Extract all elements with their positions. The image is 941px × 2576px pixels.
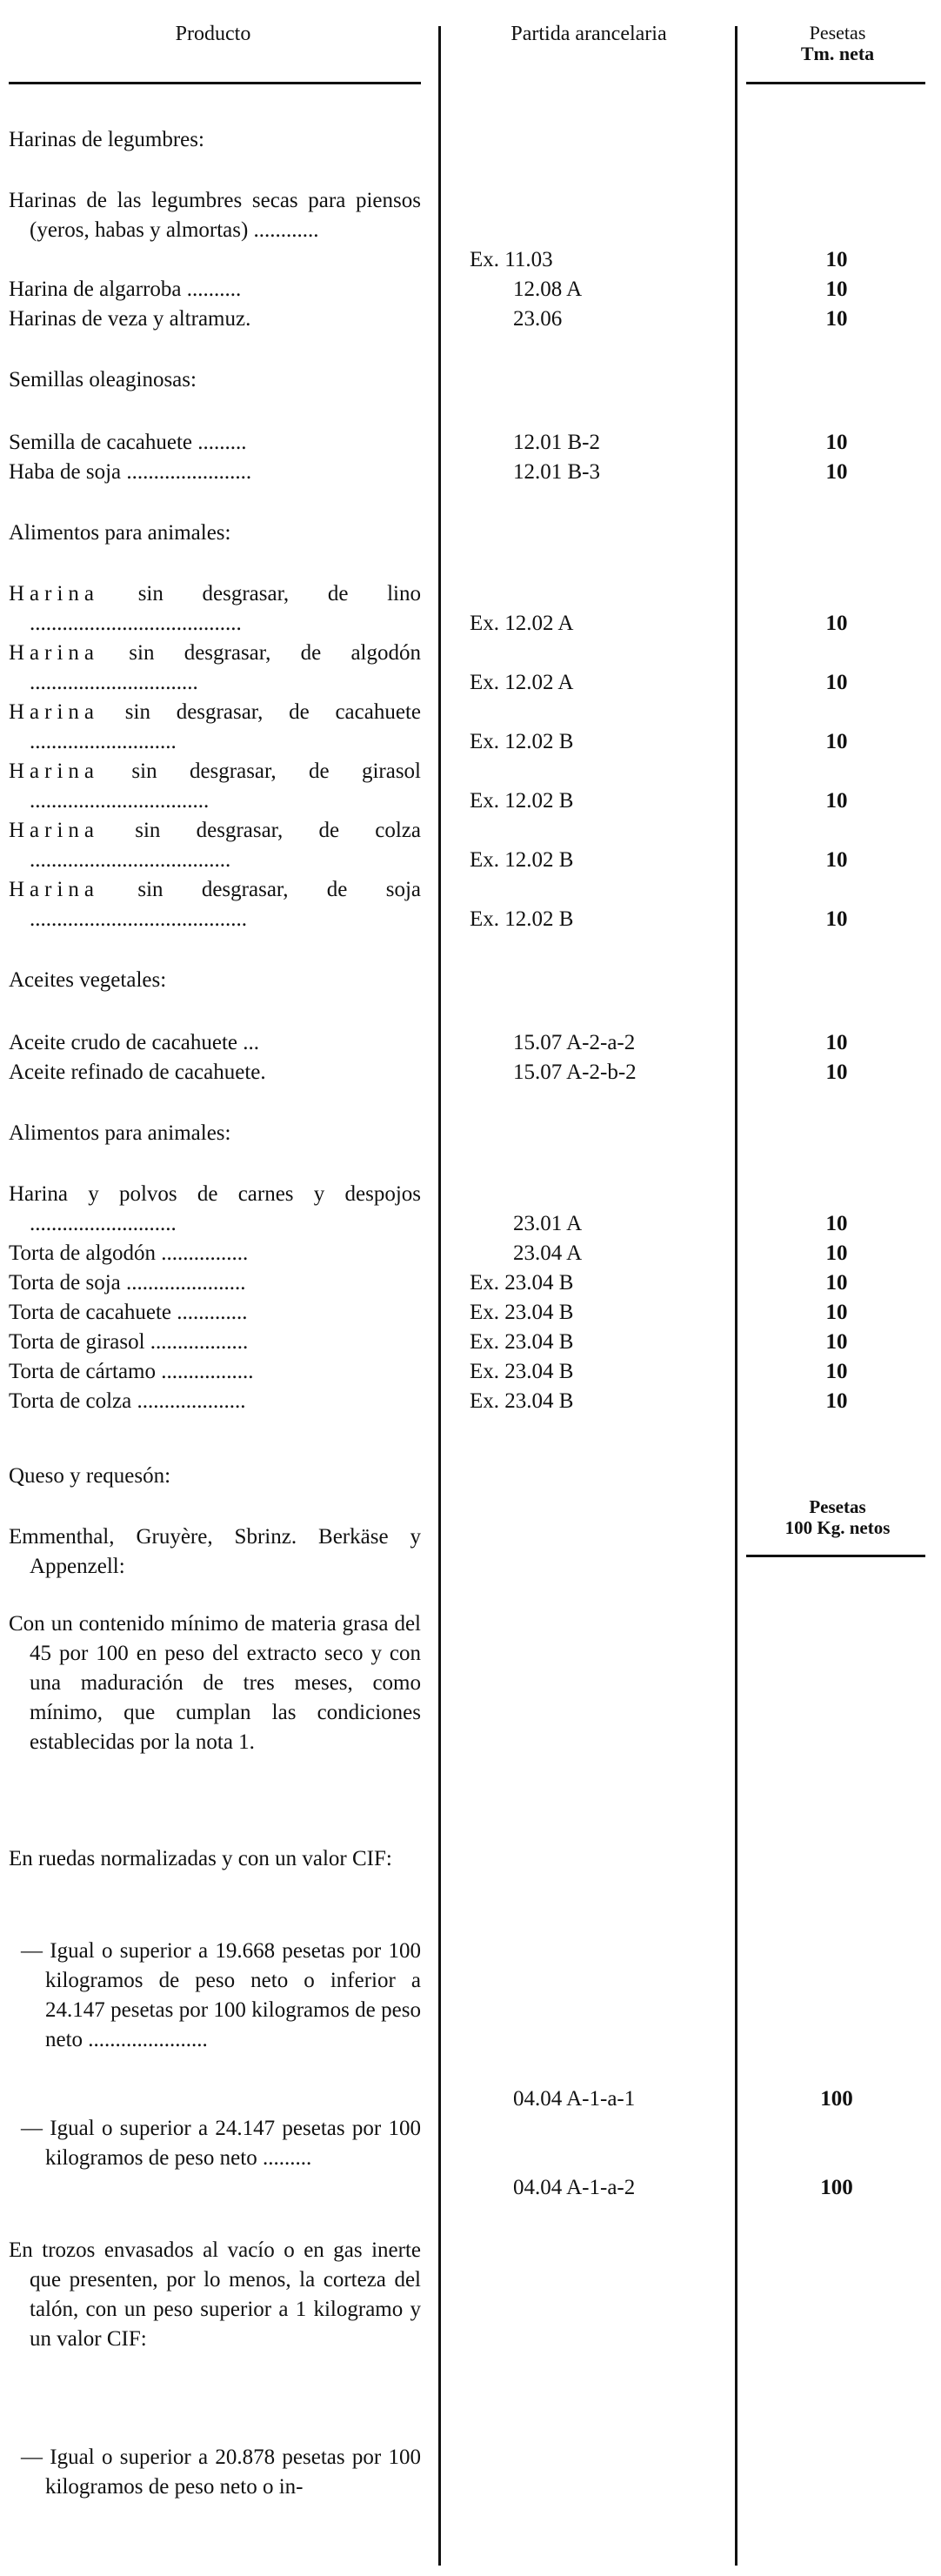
header-pesetas-label: Pesetas	[809, 22, 866, 43]
product-cell: Con un contenido mínimo de materia grasa del 45 por 100 en peso del extracto seco y con una maduración de tres meses, como mínimo, que cumplan las condiciones establecidas por la nota 1.	[9, 1612, 421, 1754]
section-heading: Harinas de legumbres:	[9, 128, 204, 151]
section-heading: Semillas oleaginosas:	[9, 368, 197, 391]
product-cell: Harina sin desgrasar, de soja ........................................	[9, 878, 421, 931]
product-cell: Torta de cártamo .................	[9, 1360, 254, 1383]
product-cell: Semilla de cacahuete .........	[9, 431, 247, 454]
value-cell: 100	[820, 2087, 853, 2111]
product-cell: Torta de algodón ................	[9, 1241, 249, 1265]
product-cell: Harinas de veza y altramuz.	[9, 307, 251, 331]
product-cell: Aceite crudo de cacahuete ...	[9, 1031, 260, 1054]
value-cell: 10	[825, 612, 848, 635]
value-cell: 10	[825, 1389, 848, 1413]
product-cell: — Igual o superior a 20.878 pesetas por 100 kilogramos de peso neto o in-	[21, 2446, 421, 2499]
product-cell: Aceite refinado de cacahuete.	[9, 1061, 266, 1084]
product-cell: Haba de soja .......................	[9, 460, 252, 484]
header-product: Producto	[175, 23, 251, 45]
value-cell: 10	[825, 460, 848, 484]
value-cell: 10	[825, 248, 848, 271]
value-cell: 10	[825, 671, 848, 694]
value-cell: 10	[825, 307, 848, 331]
product-cell: Harina sin desgrasar, de girasol .................................	[9, 759, 421, 813]
header-rule-product	[9, 82, 421, 84]
product-cell: Harinas de las legumbres secas para piensos (yeros, habas y almortas) ............	[9, 189, 421, 242]
product-cell: Torta de cacahuete .............	[9, 1301, 248, 1324]
section-heading: Alimentos para animales:	[9, 1121, 231, 1145]
product-cell: Harina sin desgrasar, de cacahuete ...........................	[9, 700, 421, 753]
partida-cell: 12.01 B-3	[513, 460, 600, 484]
section-heading: Aceites vegetales:	[9, 968, 167, 992]
header-pesetas-kg	[741, 1496, 934, 1538]
product-cell: — Igual o superior a 24.147 pesetas por 100 kilogramos de peso neto .........	[21, 2117, 421, 2170]
partida-cell: 23.06	[513, 307, 563, 331]
partida-cell: Ex. 12.02 A	[470, 671, 574, 694]
value-cell: 10	[825, 1061, 848, 1084]
product-cell: Harina de algarroba ..........	[9, 278, 242, 301]
product-cell: Emmenthal, Gruyère, Sbrinz. Berkäse y Appenzell:	[9, 1525, 421, 1578]
partida-cell: Ex. 12.02 B	[470, 730, 574, 753]
header-pesetas-kg-unit: 100 Kg. netos	[784, 1517, 891, 1538]
column-divider-left	[438, 26, 441, 2566]
value-cell: 10	[825, 1271, 848, 1295]
header-pesetas-unit: Tm. neta	[800, 43, 875, 64]
partida-cell: 15.07 A-2-b-2	[513, 1061, 637, 1084]
product-cell: Harina sin desgrasar, de lino .......................................	[9, 582, 421, 635]
product-cell: En ruedas normalizadas y con un valor CIF:	[9, 1847, 392, 1870]
partida-cell: 23.01 A	[513, 1212, 583, 1235]
partida-cell: Ex. 12.02 B	[470, 907, 574, 931]
value-cell: 10	[825, 1360, 848, 1383]
value-cell: 10	[825, 431, 848, 454]
partida-cell: 04.04 A-1-a-1	[513, 2087, 636, 2111]
partida-cell: 12.08 A	[513, 278, 583, 301]
partida-cell: Ex. 11.03	[470, 248, 553, 271]
partida-cell: Ex. 12.02 A	[470, 612, 574, 635]
value-cell: 10	[825, 1212, 848, 1235]
partida-cell: 04.04 A-1-a-2	[513, 2176, 636, 2199]
value-cell: 10	[825, 848, 848, 872]
product-cell: Harina y polvos de carnes y despojos ...........................	[9, 1182, 421, 1235]
value-cell: 10	[825, 1241, 848, 1265]
partida-cell: Ex. 12.02 B	[470, 789, 574, 813]
product-cell: Harina sin desgrasar, de colza .....................................	[9, 819, 421, 872]
section-heading: Alimentos para animales:	[9, 521, 231, 545]
value-cell: 10	[825, 278, 848, 301]
header-partida: Partida arancelaria	[511, 23, 667, 45]
value-cell: 10	[825, 1301, 848, 1324]
header-pesetas	[741, 23, 934, 64]
value-cell: 10	[825, 907, 848, 931]
header-pesetas-kg-label: Pesetas	[809, 1496, 866, 1517]
partida-cell: 12.01 B-2	[513, 431, 600, 454]
partida-cell: Ex. 23.04 B	[470, 1271, 574, 1295]
partida-cell: Ex. 23.04 B	[470, 1301, 574, 1324]
partida-cell: Ex. 23.04 B	[470, 1360, 574, 1383]
product-cell: En trozos envasados al vacío o en gas inerte que presenten, por lo menos, la corteza del talón, con un peso superior a 1 kilogramo y un valor CIF:	[9, 2238, 421, 2351]
section-heading: Queso y requesón:	[9, 1464, 171, 1488]
header-rule-pesetas	[746, 82, 925, 84]
partida-cell: 15.07 A-2-a-2	[513, 1031, 636, 1054]
product-cell: — Igual o superior a 19.668 pesetas por 100 kilogramos de peso neto o inferior a 24.147 pesetas por 100 kilogramos de peso neto ......................	[21, 1939, 421, 2051]
header-rule-pesetas-kg	[746, 1555, 925, 1557]
product-cell: Torta de girasol ..................	[9, 1330, 249, 1354]
partida-cell: Ex. 12.02 B	[470, 848, 574, 872]
value-cell: 10	[825, 730, 848, 753]
partida-cell: Ex. 23.04 B	[470, 1330, 574, 1354]
partida-cell: 23.04 A	[513, 1241, 583, 1265]
value-cell: 10	[825, 789, 848, 813]
value-cell: 100	[820, 2176, 853, 2199]
product-cell: Torta de soja ......................	[9, 1271, 246, 1295]
value-cell: 10	[825, 1031, 848, 1054]
product-cell: Torta de colza ....................	[9, 1389, 246, 1413]
product-cell: Harina sin desgrasar, de algodón ...............................	[9, 641, 421, 694]
partida-cell: Ex. 23.04 B	[470, 1389, 574, 1413]
value-cell: 10	[825, 1330, 848, 1354]
